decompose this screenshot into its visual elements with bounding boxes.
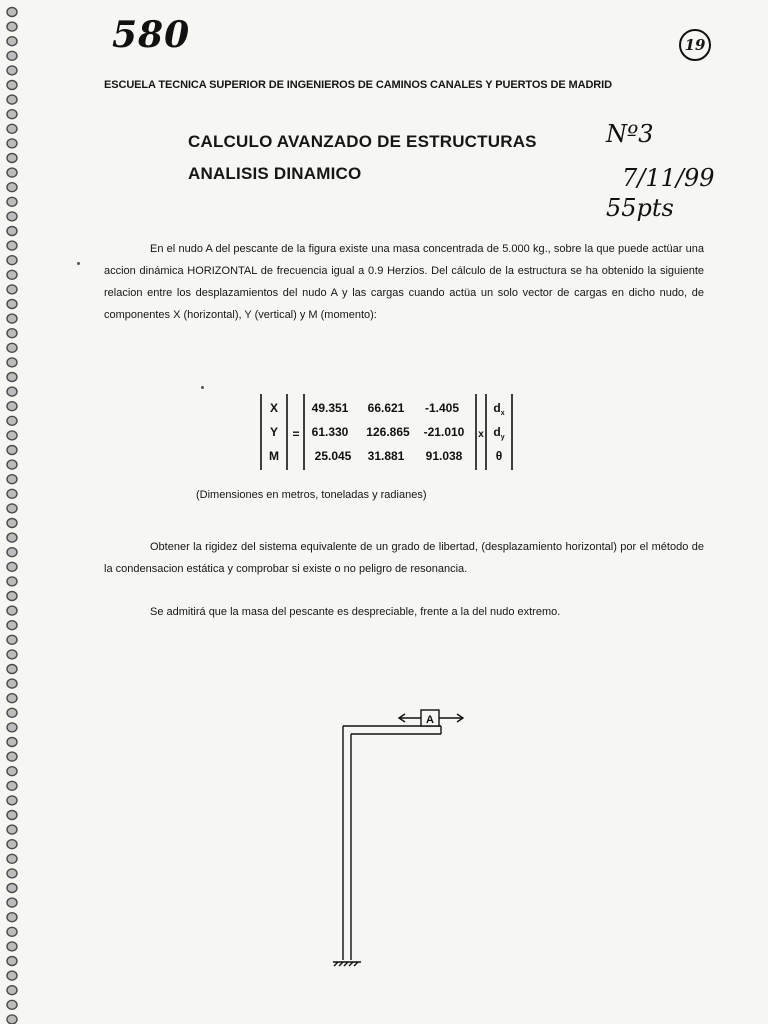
page-number-circle: 19 [679, 29, 711, 61]
problem-statement: En el nudo A del pescante de la figura existe una masa concentrada de 5.000 kg., sobre la que puede actüar una accion dinámica HORIZONTAL de frecuencia igual a 0.9 Herzios. Del cálculo de la estructura se ha obtenido la siguiente relacion entre los desplazamientos del nudo A y las cargas cuando actüa un solo vector de cargas en dicho nudo, de componentes X (horizontal), Y (vertical) y M (momento): [104, 243, 704, 321]
matrix-cell: 25.045 [314, 449, 352, 463]
matrix-cell: -1.405 [424, 401, 460, 415]
scan-speck [201, 386, 204, 389]
load-x: X [269, 401, 279, 415]
handwritten-points: 55pts [606, 194, 674, 222]
times-sign: x [478, 429, 484, 440]
handwritten-date: 7/11/99 [622, 164, 715, 192]
node-a-label: A [426, 714, 434, 726]
matrix-cell: 91.038 [425, 449, 463, 463]
handwritten-problem-number: Nº3 [606, 120, 654, 148]
dimensions-note: (Dimensiones en metros, toneladas y radianes) [196, 489, 427, 501]
disp-theta: θ [495, 449, 503, 463]
school-header: ESCUELA TECNICA SUPERIOR DE INGENIEROS DE CAMINOS CANALES Y PUERTOS DE MADRID [104, 79, 612, 91]
course-subtitle: ANALISIS DINAMICO [188, 164, 362, 183]
scan-speck [77, 262, 80, 265]
course-title: CALCULO AVANZADO DE ESTRUCTURAS [188, 132, 537, 151]
matrix-cell: 31.881 [367, 449, 405, 463]
matrix-cell: 66.621 [367, 401, 405, 415]
equals-sign: = [292, 427, 300, 441]
load-m: M [269, 449, 279, 463]
disp-dx: $d_x$ [493, 401, 505, 417]
matrix-cell: 61.330 [311, 425, 349, 439]
load-y: Y [269, 425, 279, 439]
disp-dy: $d_y$ [493, 425, 505, 441]
matrix-cell: 49.351 [311, 401, 349, 415]
assumption-note: Se admitirá que la masa del pescante es despreciable, frente a la del nudo extremo. [150, 606, 561, 618]
handwritten-number: 580 [112, 14, 191, 56]
matrix-cell: 126.865 [366, 425, 410, 439]
task-statement: Obtener la rigidez del sistema equivalente de un grado de libertad, (desplazamiento horizontal) por el método de la condensacion estática y comprobar si existe o no peligro de resonancia. [104, 541, 704, 575]
matrix-cell: -21.010 [423, 425, 465, 439]
